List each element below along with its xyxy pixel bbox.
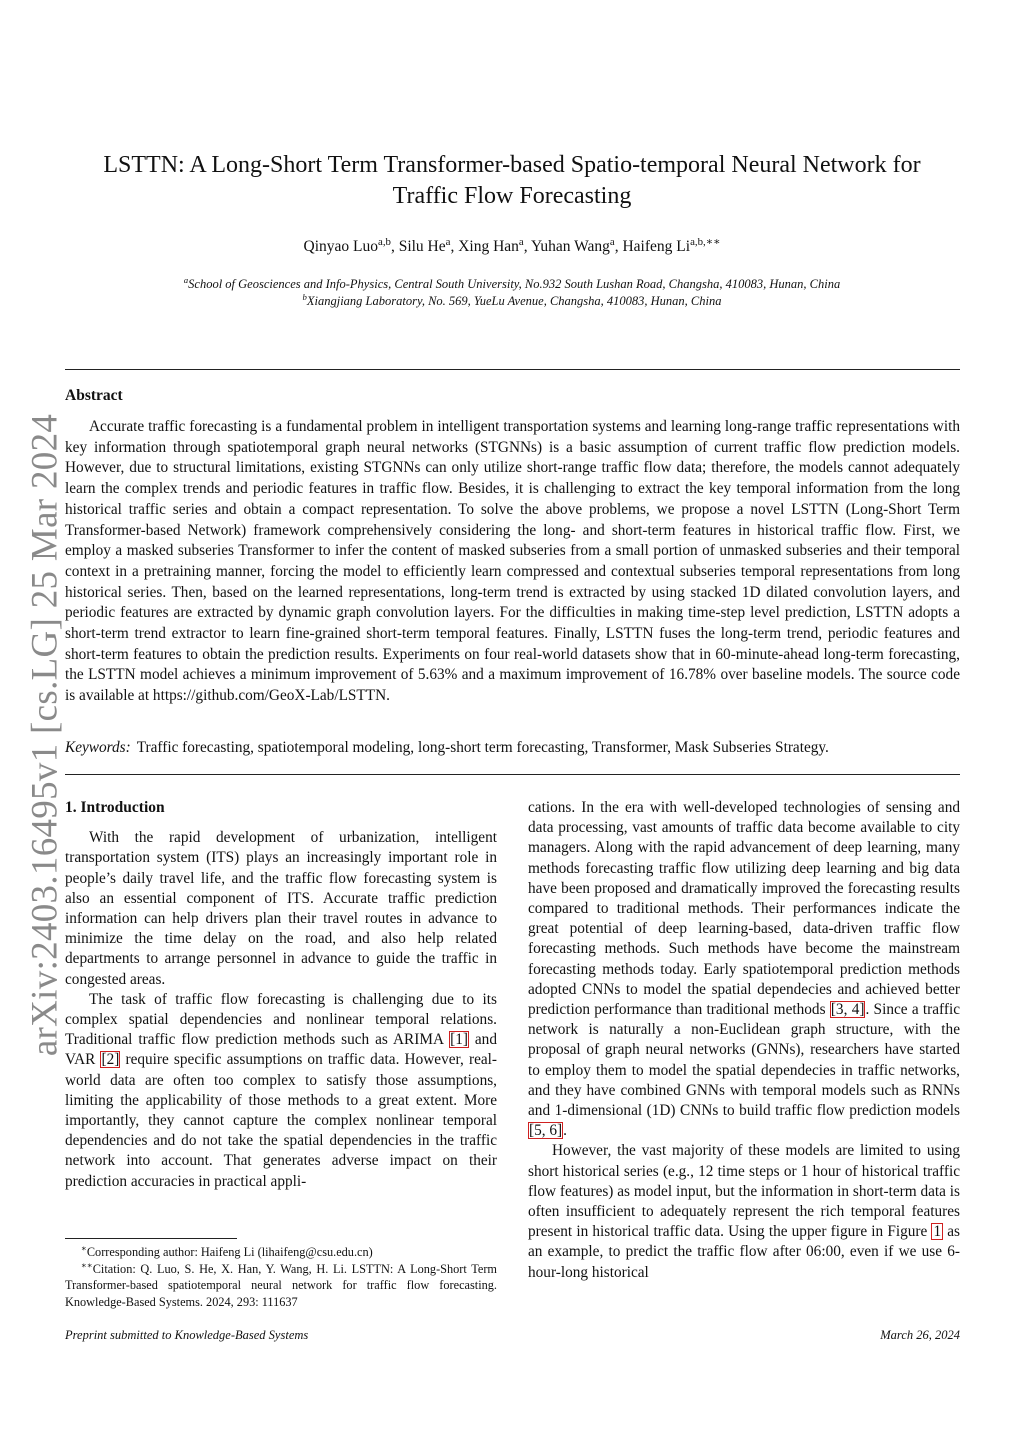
affiliation-text: School of Geosciences and Info-Physics, Central South University, No.932 South Lushan Road, Changsha, 410083, Hunan, China [188,277,841,291]
footnote-text: Citation: Q. Luo, S. He, X. Han, Y. Wang, H. Li. LSTTN: A Long-Short Term Transformer-based spatiotemporal neural network for traffic flow forecasting. Knowledge-Based Systems. 2024, 293: 111637 [65,1261,497,1309]
figure-link[interactable]: 1 [933,1223,942,1241]
affiliation-mark: a [183,274,189,285]
left-column [65,798,497,1192]
text-run: as an example, to predict the traffic flow after 06:00, even if we use 6-hour-long historical [528,1223,960,1281]
affiliations [70,276,954,310]
affiliation-b [70,293,954,310]
text-run: . Since a traffic network is naturally a non-Euclidean graph structure, with the proposal of graph neural networks (GNNs), researchers have started to employ them to model the spatial dependecies in traffic networks, and they have combined GNNs with temporal models such as RNNs and 1-dimensional (1D) CNNs to build traffic flow prediction models [528,1001,961,1120]
author-affil-mark: a [445,235,451,248]
footer-preprint-note: Preprint submitted to Knowledge-Based Systems [65,1328,309,1342]
footnote-mark: ∗ [81,1242,87,1253]
citation-link[interactable]: [1] [450,1031,468,1049]
author-name: Xing Han [458,238,519,255]
footnotes [65,1244,497,1310]
intro-paragraph-3 [528,1141,960,1282]
footnote-citation [65,1261,497,1311]
affiliation-text: Xiangjiang Laboratory, No. 569, YueLu Avenue, Changsha, 410083, Hunan, China [306,294,722,308]
text-run: cations. In the era with well-developed technologies of sensing and data processing, vast amounts of traffic data become available to city managers. Along with the rapid advancement of deep learning, many methods forecasting traffic flow utilizing deep learning and big data have been proposed and dramatically improved the forecasting results compared to traditional methods. Their performances indicate the great potential of deep learning-based, data-driven traffic flow forecasting methods. Such methods have become the mainstream forecasting methods today. Early spatiotemporal prediction methods adopted CNNs to model the spatial dependecies and achieved better prediction performance than traditional methods [528,799,960,1019]
keywords [65,738,960,758]
intro-paragraph-2 [65,990,497,1192]
text-run: However, the vast majority of these models are limited to using short historical series (e.g., 12 time steps or 1 hour of historical traffic flow features) as model input, but the information in short-term data is often insufficient to adequately represent the rich temporal features present in historical traffic data. Using the upper figure in Figure [528,1142,960,1241]
text-run: The task of traffic flow forecasting is challenging due to its complex spatial dependencies and nonlinear temporal relations. Traditional traffic flow prediction methods such as ARIMA [65,990,497,1049]
intro-paragraph-1: With the rapid development of urbanization, intelligent transportation system (ITS) plays an increasingly important role in people’s daily travel life, and the traffic flow forecasting system is also an essential component of ITS. Accurate traffic prediction information can help drivers plan their travel routes in advance to minimize the time delay on the road, and also help related departments to arrange personnel in advance to guide the traffic in congested areas. [65,829,497,988]
text-run: require specific assumptions on traffic data. However, real-world data are often too complex to satisfy those assumptions, limiting the applicability of those methods to a great extent. More importantly, they cannot capture the complex nonlinear temporal dependencies and do not take the spatial dependencies in the traffic network into account. That generates adverse impact on their prediction accuracies in practical appli- [65,1051,497,1190]
footnote-rule [65,1238,237,1239]
footnote-text: Corresponding author: Haifeng Li (lihaifeng@csu.edu.cn) [86,1245,373,1259]
text-run: and VAR [65,1031,497,1069]
author-name: Yuhan Wang [530,238,610,255]
author-name: Qinyao Luo [303,238,378,255]
citation-link[interactable]: [5, 6] [529,1122,563,1140]
footer-date: March 26, 2024 [880,1328,960,1342]
arxiv-stamp [0,0,90,1448]
author-name: Haifeng Li [622,238,691,255]
right-column [528,798,960,1283]
affiliation-a [70,276,954,293]
citation-link[interactable]: [2] [101,1051,120,1069]
author-affil-mark: a,b,∗∗ [690,235,721,248]
arxiv-identifier: arXiv:2403.16495v1 [cs.LG] 25 Mar 2024 [24,413,66,1057]
affiliation-mark: b [302,291,307,302]
author-affil-mark: a [518,235,524,248]
abstract-body: Accurate traffic forecasting is a fundamental problem in intelligent transportation systems and learning long-range traffic representations with key information through spatiotemporal graph neural networks (STGNNs) is a basic assumption of current traffic flow prediction models. However, due to structural limitations, existing STGNNs can only utilize short-range traffic flow data; therefore, the models cannot adequately learn the complex trends and periodic features in traffic flow. Besides, it is challenging to extract the key temporal information from the long historical traffic series and obtain a compact representation. To solve the above problems, we propose a novel LSTTN (Long-Short Term Transformer-based Network) framework comprehensively considering the long- and short-term features in historical traffic flow. First, we employ a masked subseries Transformer to infer the content of masked subseries from a small portion of unmasked subseries and their temporal context in a pretraining manner, forcing the model to efficiently learn compressed and contextual subseries temporal representations from long historical series. Then, based on the learned representations, long-term trend is extracted by using stacked 1D dilated convolution layers, and periodic features are extracted by dynamic graph convolution layers. For the difficulties in making time-step level prediction, LSTTN adopts a short-term trend extractor to learn fine-grained short-term temporal features. Finally, LSTTN fuses the long-term trend, periodic features and short-term features to obtain the prediction results. Experiments on four real-world datasets show that in 60-minute-ahead long-term forecasting, the LSTTN model achieves a minimum improvement of 5.63% and a maximum improvement of 16.78% over baseline models. The source code is available at https://github.com/GeoX-Lab/LSTTN. [65,418,960,705]
author-name: Silu He [398,238,446,255]
author-affil-mark: a,b [378,235,391,248]
footnote-mark: ∗∗ [81,1259,93,1270]
author-affil-mark: a [609,235,615,248]
intro-paragraph-2-continued [528,798,960,1141]
abstract-top-rule [65,369,960,370]
paper-title [70,150,954,212]
text-run: . [563,1122,567,1140]
keywords-text: Traffic forecasting, spatiotemporal modeling, long-short term forecasting, Transformer, Mask Subseries Strategy. [136,739,829,756]
citation-link[interactable]: [3, 4] [830,1001,865,1019]
author-list: Qinyao Luo$^{a,b}$, Silu He$^a$, Xing Han$^a$, Yuhan Wang$^a$, Haifeng $Li^{a,b,∗∗}$ [303,235,721,255]
abstract-bottom-rule [65,774,960,775]
keywords-label: Keywords: [65,739,131,756]
section-heading-introduction: 1. Introduction [65,799,165,816]
title-line-2: Traffic Flow Forecasting [392,183,632,209]
abstract-heading: Abstract [65,387,123,404]
footnote-corresponding-author [65,1244,497,1261]
title-line-1: LSTTN: A Long-Short Term Transformer-based Spatio-temporal Neural Network for [103,152,921,178]
